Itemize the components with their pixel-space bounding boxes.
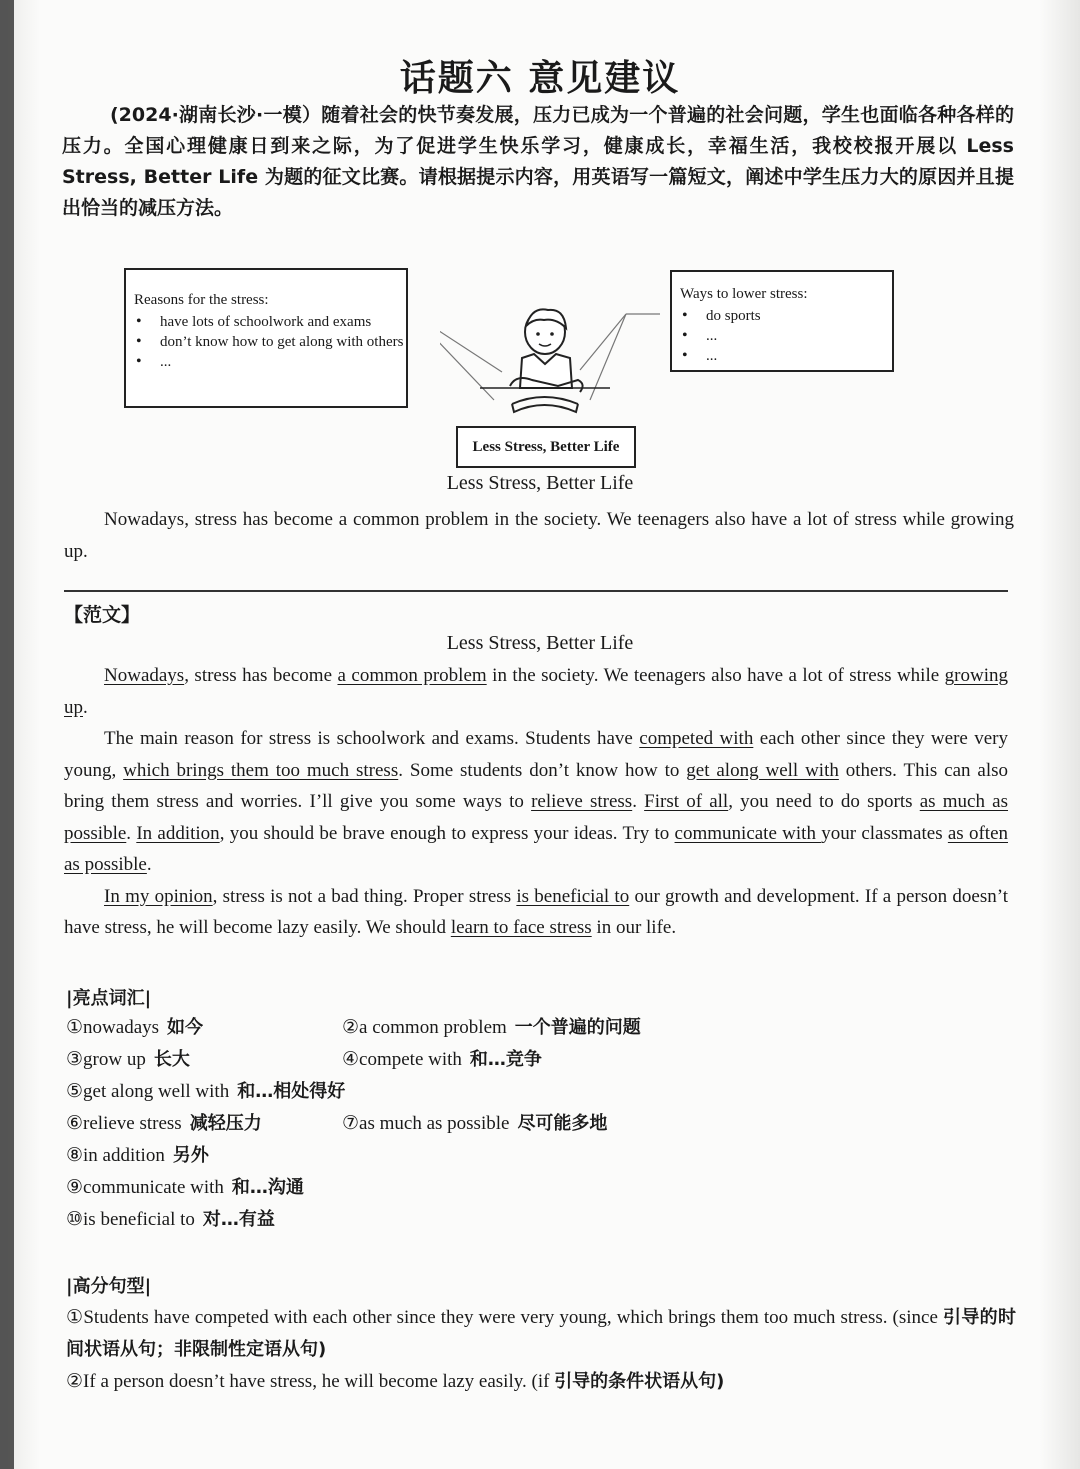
reason-item: • have lots of schoolwork and exams bbox=[158, 312, 408, 332]
way-item: • ... bbox=[704, 326, 892, 346]
page-title: 话题六 意见建议 bbox=[399, 58, 681, 99]
writing-line bbox=[64, 590, 1008, 592]
sentence-item: ②If a person doesn’t have stress, he will become lazy easily. (if 引导的条件状语从句) bbox=[66, 1371, 725, 1392]
model-paragraph-2: The main reason for stress is schoolwork and exams. Students have competed with each other since they were very young, which brings them too much stress. Some students don’t know how to get along well with others. This can also bring them stress and worries. I’ll give you some ways to relieve stress. First of all, you need to do sports as much as possible. In addition, you should be brave enough to express your ideas. Try to communicate with your classmates as often as possible. bbox=[64, 728, 1009, 875]
vocab-item: ⑨communicate with 和…沟通 bbox=[66, 1177, 304, 1198]
sentence-heading: |高分句型| bbox=[66, 1276, 152, 1297]
ways-caption: Ways to lower stress: bbox=[680, 286, 808, 302]
vocab-item: ②a common problem 一个普遍的问题 bbox=[342, 1017, 641, 1038]
vocab-heading: |亮点词汇| bbox=[66, 988, 152, 1009]
topic-title-box: Less Stress, Better Life bbox=[456, 426, 636, 468]
vocab-item: ⑧in addition 另外 bbox=[66, 1145, 209, 1166]
model-paragraph-3: In my opinion, stress is not a bad thing. Proper stress is beneficial to our growth and development. If a person doesn’t have stress, he will become lazy easily. We should learn to face stress in our life. bbox=[64, 885, 1008, 938]
essay-opening: Nowadays, stress has become a common problem in the society. We teenagers also have a lot of stress while growing up. bbox=[64, 509, 1014, 562]
sentence-list bbox=[66, 1302, 1016, 1398]
sentence-item: ①Students have competed with each other since they were very young, which brings them too much stress. (since 引导的时间状语从句；非限制性定语从句) bbox=[66, 1307, 1017, 1360]
model-essay bbox=[64, 660, 1008, 944]
reasons-box bbox=[124, 268, 408, 408]
vocab-item: ⑥relieve stress 减轻压力 bbox=[66, 1113, 262, 1134]
model-label: 【范文】 bbox=[64, 604, 141, 626]
vocab-item: ④compete with 和…竞争 bbox=[342, 1049, 542, 1070]
scan-edge bbox=[0, 0, 14, 1469]
vocab-item: ⑩is beneficial to 对…有益 bbox=[66, 1209, 275, 1230]
essay-title: Less Stress, Better Life bbox=[446, 472, 634, 494]
vocab-item: ①nowadays 如今 bbox=[66, 1017, 204, 1038]
reason-item: • don’t know how to get along with others bbox=[158, 332, 408, 352]
student-illustration bbox=[440, 300, 660, 425]
vocab-item: ⑤get along well with 和…相处得好 bbox=[66, 1081, 346, 1102]
vocab-item: ③grow up 长大 bbox=[66, 1049, 190, 1070]
way-item: • ... bbox=[704, 346, 892, 366]
model-title: Less Stress, Better Life bbox=[446, 632, 634, 654]
vocab-item: ⑦as much as possible 尽可能多地 bbox=[342, 1113, 608, 1134]
reason-item: • ... bbox=[158, 352, 408, 372]
model-paragraph-1: Nowadays, stress has become a common problem in the society. We teenagers also have a lot of stress while growing up. bbox=[64, 665, 1008, 718]
task-intro: (2024·湖南长沙·一模）随着社会的快节奏发展，压力已成为一个普遍的社会问题，学生也面临各种各样的压力。全国心理健康日到来之际，为了促进学生快乐学习，健康成长，幸福生活，我校校报开展以 Less Stress, Better Life 为题的征文比赛。请根据提示内容，用英语写一篇短文，阐述中学生压力大的原因并且提出恰当的减压方法。 bbox=[62, 104, 1014, 219]
vocab-list bbox=[66, 1012, 766, 1236]
ways-box bbox=[670, 270, 894, 372]
reasons-caption: Reasons for the stress: bbox=[134, 292, 269, 308]
way-item: • do sports bbox=[704, 306, 892, 326]
